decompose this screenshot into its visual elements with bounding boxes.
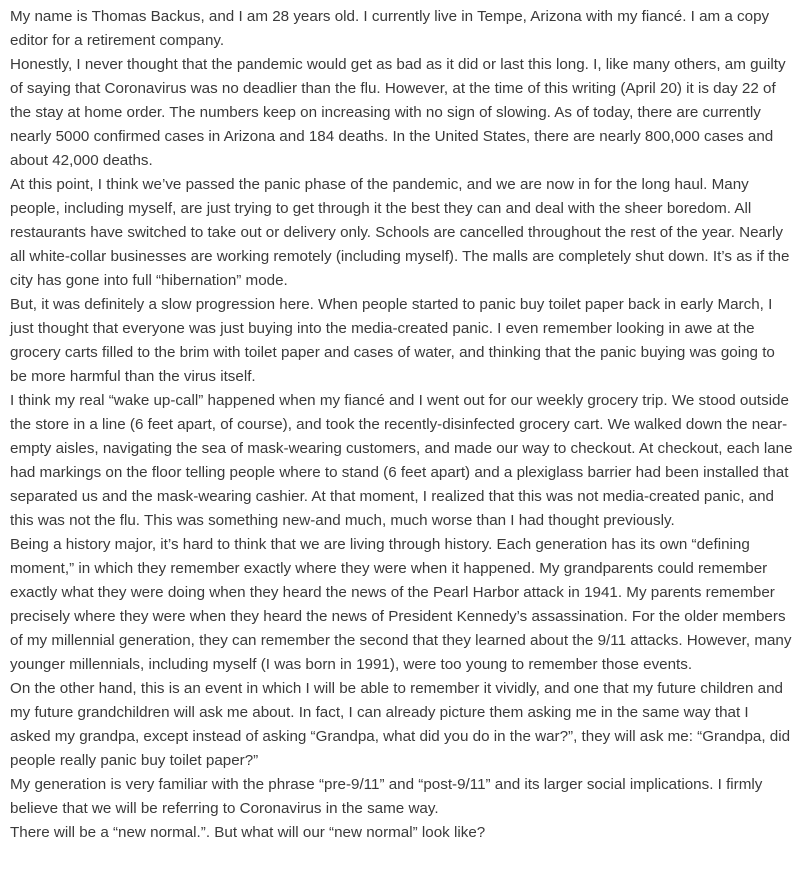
paragraph-slow-progression: But, it was definitely a slow progression here. When people started to panic buy toilet paper back in early March, I just thought that everyone was just buying into the media-created panic. I even remember looking in awe at the grocery carts filled to the brim with toilet paper and cases of water, and thinking that the panic buying was going to be more harmful than the virus itself. <box>10 296 775 385</box>
paragraph-pandemic-numbers: Honestly, I never thought that the pandemic would get as bad as it did or last this long. I, like many others, am guilty of saying that Coronavirus was no deadlier than the flu. However, at the time of this writing (April 20) it is day 22 of the stay at home order. The numbers keep on increasing with no sign of slowing. As of today, there are currently nearly 5000 confirmed cases in Arizona and 184 deaths. In the United States, there are nearly 800,000 cases and about 42,000 deaths. <box>10 56 786 169</box>
paragraph-long-haul: At this point, I think we’ve passed the panic phase of the pandemic, and we are now in for the long haul. Many people, including myself, are just trying to get through it the best they can and deal with the sheer boredom. All restaurants have switched to take out or delivery only. Schools are cancelled throughout the rest of the year. Nearly all white-collar businesses are working remotely (including myself). The malls are completely shut down. It’s as if the city has gone into full “hibernation” mode. <box>10 176 790 289</box>
paragraph-introduction: My name is Thomas Backus, and I am 28 years old. I currently live in Tempe, Arizona with my fiancé. I am a copy editor for a retirement company. <box>10 8 770 49</box>
paragraph-history: Being a history major, it’s hard to think that we are living through history. Each generation has its own “defining moment,” in which they remember exactly where they were when it happened. My grandparents could remember exactly what they were doing when they heard the news of the Pearl Harbor attack in 1941. My parents remember precisely where they were when they heard the news of President Kennedy’s assassination. For the older members of my millennial generation, they can remember the second that they learned about the 9/11 attacks. However, many younger millennials, including myself (I was born in 1991), were too young to remember those events. <box>10 536 792 673</box>
paragraph-future-children: On the other hand, this is an event in which I will be able to remember it vividly, and one that my future children and my future grandchildren will ask me about. In fact, I can already picture them asking me in the same way that I asked my grandpa, except instead of asking “Grandpa, what did you do in the war?”, they will ask me: “Grandpa, did people really panic buy toilet paper?” <box>10 680 791 769</box>
paragraph-wake-up-call: I think my real “wake up-call” happened when my fiancé and I went out for our weekly grocery trip. We stood outside the store in a line (6 feet apart, of course), and took the recently-disinfected grocery cart. We walked down the near-empty aisles, navigating the sea of mask-wearing customers, and made our way to checkout. At checkout, each lane had markings on the floor telling people where to stand (6 feet apart) and a plexiglass barrier had been installed that separated us and the mask-wearing cashier. At that moment, I realized that this was not media-created panic, and this was not the flu. This was something new-and much, much worse than I had thought previously. <box>10 392 793 529</box>
paragraph-pre-post: My generation is very familiar with the phrase “pre-9/11” and “post-9/11” and its larger social implications. I firmly believe that we will be referring to Coronavirus in the same way. <box>10 776 763 817</box>
paragraph-new-normal: There will be a “new normal.”. But what will our “new normal” look like? <box>10 824 486 841</box>
